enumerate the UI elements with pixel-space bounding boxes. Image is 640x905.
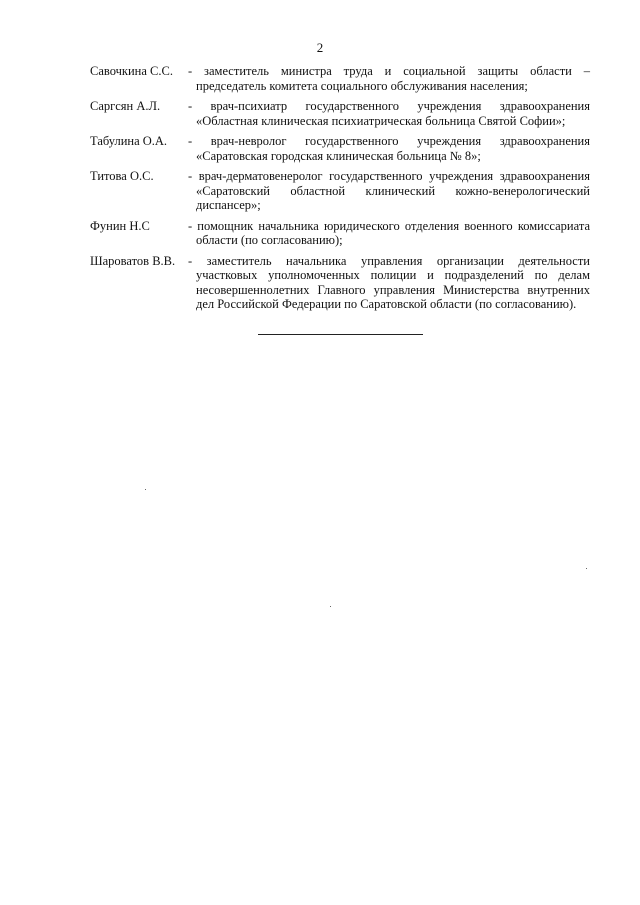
- member-role: - врач-психиатр государственного учреждения здравоохранения «Областная клиническая психиатрическая больница Святой Софии»;: [188, 99, 590, 128]
- list-item: [90, 99, 590, 128]
- list-item: [90, 219, 590, 248]
- members-list: [90, 64, 590, 318]
- member-name: Савочкина С.С.: [90, 64, 173, 78]
- member-name: Фунин Н.С: [90, 218, 150, 233]
- member-role: - врач-невролог государственного учреждения здравоохранения «Саратовская городская клиническая больница № 8»;: [188, 134, 590, 163]
- end-separator-line: [258, 334, 423, 335]
- member-name: Табулина О.А.: [90, 134, 168, 148]
- member-role: - помощник начальника юридического отделения военного комиссариата области (по согласованию);: [188, 218, 590, 247]
- member-role: - заместитель начальника управления организации деятельности участковых уполномоченных полиции и подразделений по делам несовершеннолетних Главного управления Министерства внутренних дел Российской Федерации по Саратовской области (по согласованию).: [188, 253, 590, 311]
- member-role: - заместитель министра труда и социальной защиты области – председатель комитета социального обслуживания населения;: [188, 64, 590, 93]
- scan-speck: [145, 489, 146, 490]
- member-name: Саргсян А.Л.: [90, 99, 161, 113]
- member-name: Шароватов В.В.: [90, 253, 176, 268]
- member-name: Титова О.С.: [90, 169, 154, 183]
- list-item: [90, 134, 590, 163]
- list-item: [90, 169, 590, 213]
- scan-speck: [330, 606, 331, 607]
- scan-speck: [586, 568, 587, 569]
- member-role: - врач-дерматовенеролог государственного учреждения здравоохранения «Саратовский областной клинический кожно-венерологический диспансер»;: [188, 169, 590, 212]
- page-number: 2: [316, 40, 324, 55]
- list-item: [90, 254, 590, 312]
- list-item: [90, 64, 590, 93]
